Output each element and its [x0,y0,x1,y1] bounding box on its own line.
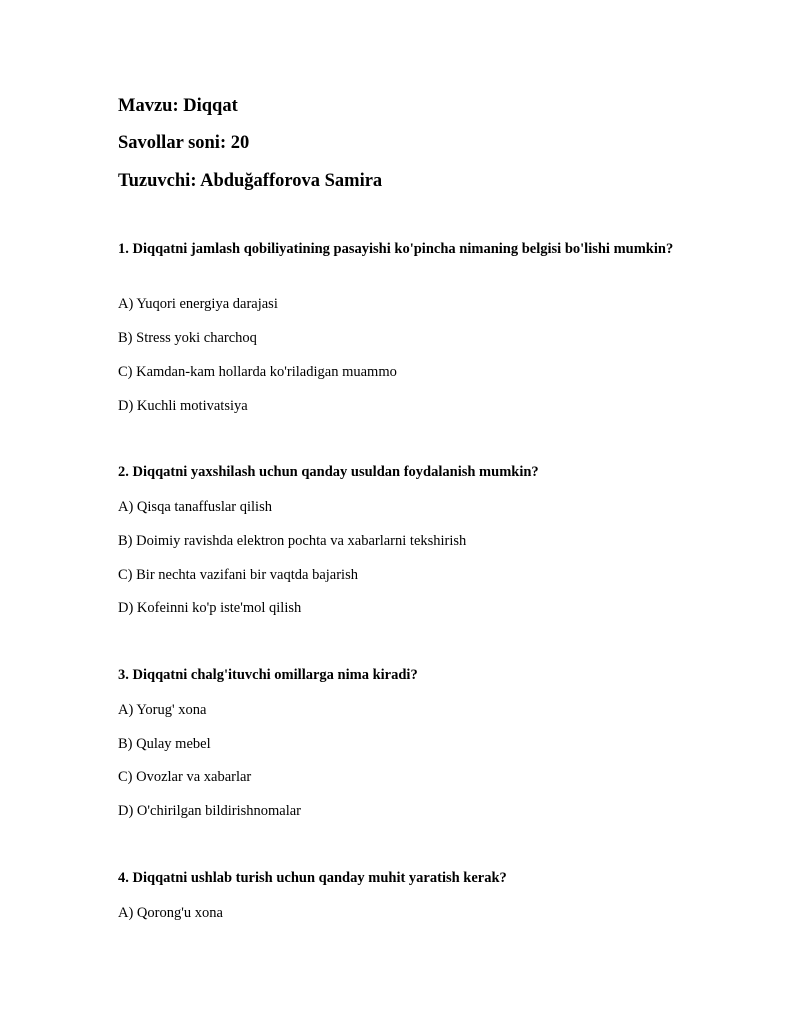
question-1-option-b: B) Stress yoki charchoq [118,330,257,346]
question-3-option-a: A) Yorug' xona [118,702,207,718]
question-3-option-c: C) Ovozlar va xabarlar [118,769,252,785]
question-1-option-d: D) Kuchli motivatsiya [118,398,248,414]
question-2-option-c: C) Bir nechta vazifani bir vaqtda bajarish [118,567,358,583]
question-3-option-b: B) Qulay mebel [118,736,211,752]
question-4-option-a: A) Qorong'u xona [118,905,223,921]
question-2-option-a: A) Qisqa tanaffuslar qilish [118,499,272,515]
question-1-option-c: C) Kamdan-kam hollarda ko'riladigan muammo [118,364,397,380]
question-2-option-d: D) Kofeinni ko'p iste'mol qilish [118,600,302,616]
question-count-heading: Savollar soni: 20 [118,133,250,153]
question-1-option-a: A) Yuqori energiya darajasi [118,296,278,312]
topic-heading: Mavzu: Diqqat [118,96,238,116]
question-4-title: 4. Diqqatni ushlab turish uchun qanday muhit yaratish kerak? [118,870,507,886]
author-heading: Tuzuvchi: Abduğafforova Samira [118,171,383,191]
question-2-option-b: B) Doimiy ravishda elektron pochta va xabarlarni tekshirish [118,533,467,549]
question-3-option-d: D) O'chirilgan bildirishnomalar [118,803,302,819]
question-3-title: 3. Diqqatni chalg'ituvchi omillarga nima kiradi? [118,667,418,683]
question-1-title: 1. Diqqatni jamlash qobiliyatining pasayishi ko'pincha nimaning belgisi bo'lishi mumkin? [118,241,674,257]
question-2-title: 2. Diqqatni yaxshilash uchun qanday usuldan foydalanish mumkin? [118,464,539,480]
